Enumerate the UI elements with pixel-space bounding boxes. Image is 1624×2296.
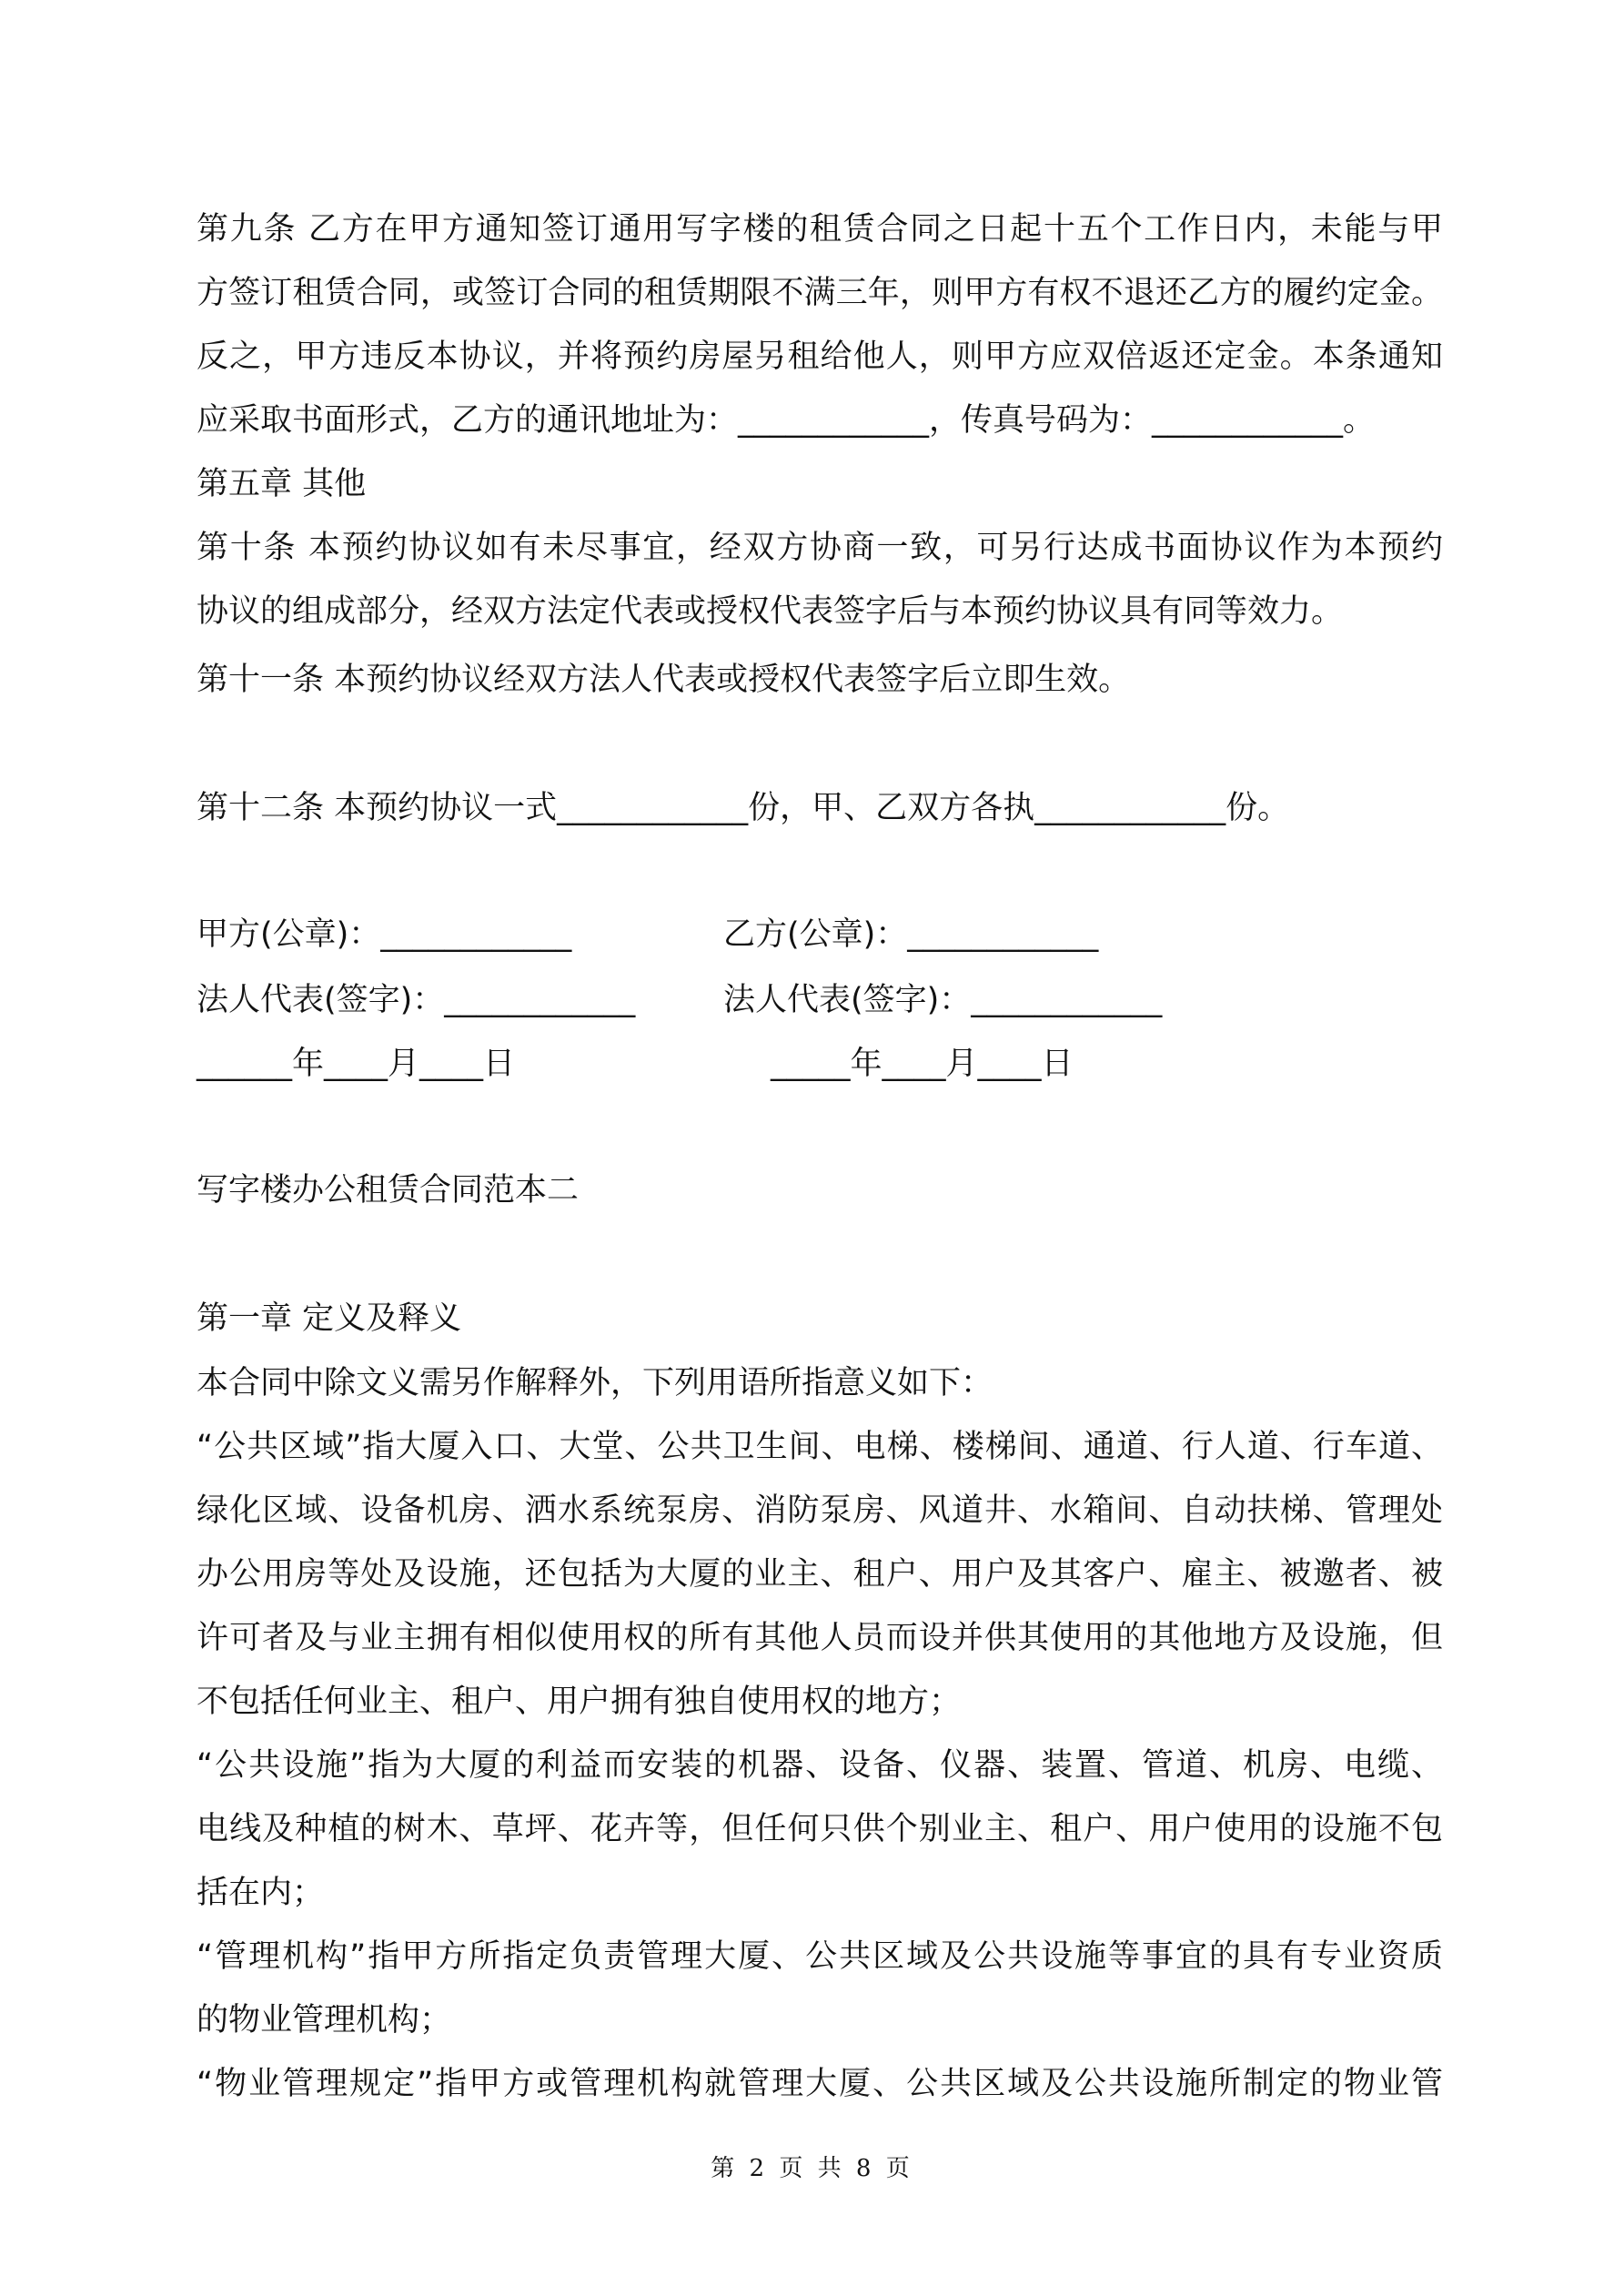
definition-line: 括在内； [197, 1875, 325, 1911]
definition-line: 许可者及与业主拥有相似使用权的所有其他人员而设并供其使用的其他地方及设施，但 [197, 1620, 1443, 1656]
definition-line: “公共区域”指大厦入口、大堂、公共卫生间、电梯、楼梯间、通道、行人道、行车道、 [197, 1429, 1443, 1465]
definition-line: “公共设施”指为大厦的利益而安装的机器、设备、仪器、装置、管道、机房、电缆、 [197, 1747, 1443, 1784]
clause-12: 第十二条 本预约协议一式____________份，甲、乙双方各执____________份。 [197, 790, 1290, 826]
clause-9-line-4: 应采取书面形式，乙方的通讯地址为：____________，传真号码为：____________。 [197, 402, 1376, 439]
chapter-1-heading: 第一章 定义及释义 [197, 1300, 462, 1337]
page-number-footer: 第 2 页 共 8 页 [711, 2155, 913, 2182]
definition-line: 电线及种植的树木、草坪、花卉等，但任何只供个别业主、租户、用户使用的设施不包 [197, 1811, 1443, 1847]
clause-9-line-2: 方签订租赁合同，或签订合同的租赁期限不满三年，则甲方有权不退还乙方的履约定金。 [197, 275, 1443, 311]
party-a-date: ______年____月____日 [197, 1046, 516, 1082]
clause-9-line-1: 第九条 乙方在甲方通知签订通用写字楼的租赁合同之日起十五个工作日内，未能与甲 [197, 211, 1443, 248]
definition-line: 绿化区域、设备机房、洒水系统泵房、消防泵房、风道井、水箱间、自动扶梯、管理处 [197, 1492, 1443, 1529]
party-b-seal: 乙方(公章)：____________ [723, 916, 1099, 953]
clause-11: 第十一条 本预约协议经双方法人代表或授权代表签字后立即生效。 [197, 662, 1131, 698]
chapter-5-heading: 第五章 其他 [197, 466, 367, 502]
party-a-seal: 甲方(公章)：____________ [197, 916, 572, 953]
definition-line: “管理机构”指甲方所指定负责管理大厦、公共区域及公共设施等事宜的具有专业资质 [197, 1938, 1443, 1975]
clause-9-line-3: 反之，甲方违反本协议，并将预约房屋另租给他人，则甲方应双倍返还定金。本条通知 [197, 339, 1443, 375]
definitions-intro: 本合同中除文义需另作解释外，下列用语所指意义如下： [197, 1365, 994, 1401]
party-b-date: _____年____月____日 [771, 1046, 1074, 1082]
definition-line: 办公用房等处及设施，还包括为大厦的业主、租户、用户及其客户、雇主、被邀者、被 [197, 1556, 1443, 1593]
section-title: 写字楼办公租赁合同范本二 [197, 1172, 580, 1209]
definition-line: 的物业管理机构； [197, 2002, 452, 2038]
clause-10-line-1: 第十条 本预约协议如有未尽事宜，经双方协商一致，可另行达成书面协议作为本预约 [197, 530, 1443, 566]
definition-line: “物业管理规定”指甲方或管理机构就管理大厦、公共区域及公共设施所制定的物业管 [197, 2066, 1443, 2102]
party-b-representative: 法人代表(签字)：____________ [723, 982, 1163, 1018]
definition-line: 不包括任何业主、租户、用户拥有独自使用权的地方； [197, 1684, 962, 1720]
party-a-representative: 法人代表(签字)：____________ [197, 982, 636, 1018]
clause-10-line-2: 协议的组成部分，经双方法定代表或授权代表签字后与本预约协议具有同等效力。 [197, 593, 1344, 630]
